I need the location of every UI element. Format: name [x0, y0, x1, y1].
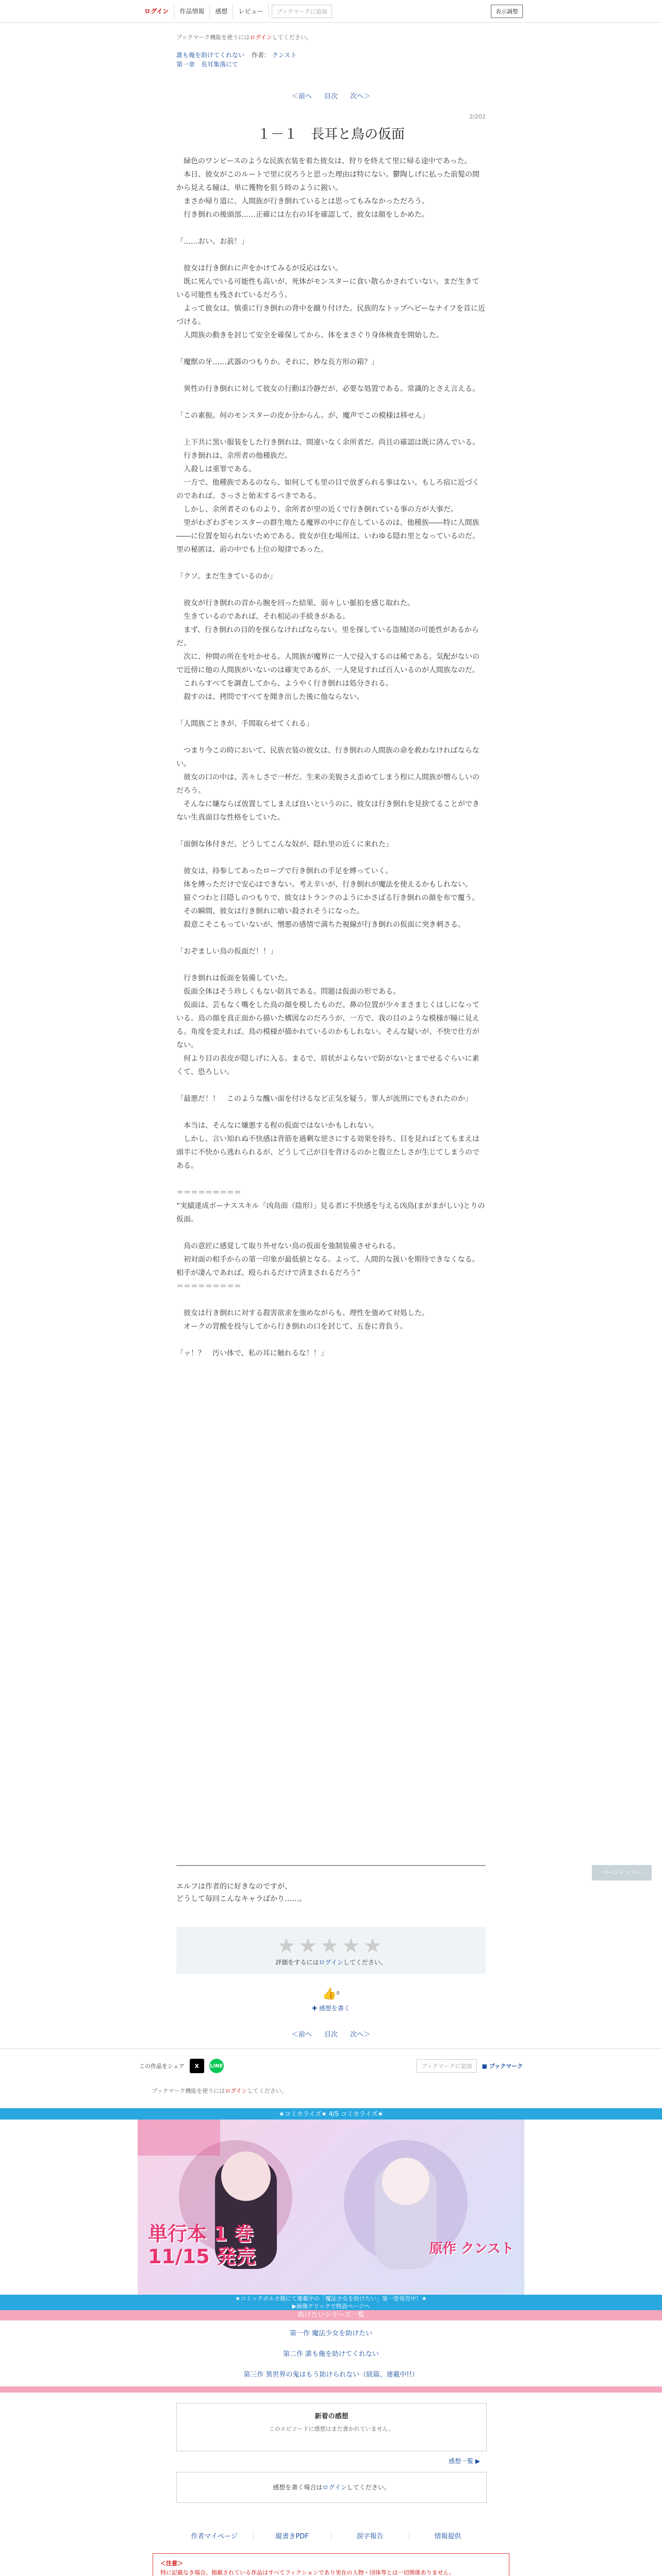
- rating-box: [176, 1927, 486, 1974]
- prev-link[interactable]: ＜前へ: [291, 93, 312, 100]
- paragraph: 異性の行き倒れに対して彼女の行動は冷静だが、必要な処置である。常識的とさえ言える。: [176, 385, 479, 393]
- rating-stars[interactable]: ★★★★★: [277, 1934, 385, 1958]
- bookmark-notice-bottom: [152, 2087, 287, 2095]
- paragraph: 緑色のワンピースのような民族衣装を着た彼女は、狩りを終えて里に帰る途中であった。 本日、彼女がこのルートで里に戻ろうと思った理由は特にない。鬱陶しげに払った前髪の間から見える瞳は、単に獲物を狙う時のように鋭い。 まさか帰り道に、人間族が行き倒れているとは思ってもみなかっただろう。 行き倒れの後頭部……正確には左右の耳を確認して、彼女は顔をしかめた。: [176, 157, 479, 219]
- author-link[interactable]: クンスト: [272, 52, 297, 59]
- next-link[interactable]: 次へ＞: [350, 2031, 371, 2039]
- notice2-pre: ブックマーク機能を使うには: [152, 2088, 225, 2094]
- review-list-link[interactable]: 感想一覧 ▶: [449, 2458, 481, 2465]
- vertical-pdf-link[interactable]: 縦書きPDF: [254, 2531, 332, 2540]
- caution-line: 特に記載なき場合、掲載されている作品はすべてフィクションであり実在の人物・団体等とは一切関係ありません。: [160, 2569, 455, 2576]
- login-box-link[interactable]: ログイン: [322, 2484, 347, 2491]
- page-top-button[interactable]: ページトップへ: [592, 1865, 652, 1880]
- paragraph: 「人間族ごときが、手間取らせてくれる」: [176, 720, 313, 728]
- banner-caption-1: ★コミックポルカ様にて連載中の「魔法少女を助けたい」第一巻発売中！★: [235, 2295, 427, 2302]
- paragraph: ＝＝＝＝＝＝＝＝＝ “実績達成ボーナススキル「凶鳥面（陰形）」見る者に不快感を与える凶鳥(まがまがしい)とりの仮面。 鳥の意匠に感覚して取り外せない鳥の仮面を強制装備させられる。 初対面の相手からの第一印象が最低値となる。よって、人間的な扱いを期待できなくなる。相手が凄んであれば、殴られるだけで済まされるだろう” ＝＝＝＝＝＝＝＝＝: [176, 1189, 485, 1291]
- new-reviews-empty: このエピソードに感想はまだ書かれていません。: [269, 2426, 394, 2432]
- chapter-name: 第一章 長耳集落にて: [176, 61, 239, 68]
- x-share-icon[interactable]: X: [190, 2059, 204, 2073]
- banner-author-credit: 原作 クンスト: [429, 2241, 514, 2257]
- paragraph: 彼女は行き倒れに声をかけてみるが反応はない。 既に死んでいる可能性も高いが、死体がモンスターに食い散らかされていない。まだ生きている可能性も残されているだろう。 よって彼女は、慎重に行き倒れの背中を蹴り付けた。民族的なトップヘビーなナイフを首に近づける。 人間族の動きを封じて安全を確保してから、体をまさぐり身体検査を開始した。: [176, 264, 486, 340]
- paragraph: 彼女が行き倒れの首から腕を回った結果、弱々しい脈拍を感じ取れた。 生きているのであれば、それ相応の手続きがある。 まず、行き倒れの目的を探らなければならない。里を探している盗賊団の可能性があるからだ。 次に、仲間の所在を吐かせる。人間族が魔界に一人で侵入するのは稀である。気配がないので近傍に他の人間族がいないのは確実であるが、一人発見すれば百人いるのが人間族なのだ。 これらすべてを調査してから、ようやく行き倒れは処分される。 殺すのは、拷問ですべてを聞き出した後に他ならない。: [176, 599, 479, 701]
- novel-body: [176, 155, 486, 1860]
- thumbs-up-icon[interactable]: 👍: [322, 1988, 337, 2001]
- info-provide-link[interactable]: 情報提供: [434, 2533, 461, 2540]
- paragraph: 「魔獣の牙……武器のつもりか。それに、妙な長方形の箱？」: [176, 358, 378, 366]
- display-settings-button[interactable]: 表示調整: [491, 5, 523, 18]
- typo-report-link[interactable]: 誤字報告: [332, 2531, 409, 2540]
- afterword-divider: [176, 1865, 486, 1866]
- banner-illustration: [138, 2120, 524, 2295]
- paragraph: つまり今この時において、民族衣装の彼女は、行き倒れの人間族の命を救わなければならない。 彼女の口の中は、苦々しさで一杯だ。生来の美貌さえ歪めてしまう程に人間族が憎らしいのだろう。 そんなに嫌ならば放置してしまえば良いというのに、彼女は行き倒れを見捨てることができない生真面目な性格をしていた。: [176, 747, 479, 822]
- rating-login-link[interactable]: ログイン: [319, 1959, 343, 1966]
- author-mypage-link[interactable]: 作者マイページ: [176, 2531, 254, 2540]
- series-title-link[interactable]: 誰も俺を助けてくれない: [176, 52, 245, 59]
- next-link[interactable]: 次へ＞: [350, 93, 371, 100]
- chapter-title: １－１ 長耳と鳥の仮面: [257, 127, 405, 142]
- login-box-pre: 感想を書く場合は: [273, 2484, 323, 2491]
- reaction: 👍$^8$ ✚ 感想を書く: [312, 1988, 350, 2012]
- episode-counter: 2/202: [469, 113, 486, 120]
- afterword-line: どうして毎回こんなキャラばかり……。: [176, 1895, 306, 1903]
- paragraph: 本当は、そんなに嫌悪する程の仮面ではないかもしれない。 しかし、言い知れぬ不快感は背筋を過剰な逆さにする効果を持ち、目を見ればとてもまえは頭半に不快から逃れられるが、どうして己が目を背けるのかと腹立たしさが生じてしまうのである。: [176, 1122, 479, 1170]
- release-date-text: 単行本 1 巻 11/15 発売: [148, 2223, 256, 2268]
- notice-post: してください。: [272, 34, 312, 41]
- bookmark-button-disabled[interactable]: ブックマークに追加: [272, 5, 332, 18]
- pink-divider: [0, 2386, 662, 2393]
- nav-work-info[interactable]: 作品情報: [174, 4, 210, 19]
- bookmark-link[interactable]: ブックマーク: [489, 2063, 523, 2070]
- share-bar: この作品をシェア X LINE ブックマークに追加 ■ ブックマーク: [139, 2059, 523, 2073]
- paragraph: 「ッ！？ 汚い体で、私の耳に触れるな！！」: [176, 1349, 328, 1358]
- author-label: 作者：: [251, 52, 270, 59]
- notice-login-link[interactable]: ログイン: [250, 34, 272, 41]
- share-label: この作品をシェア: [139, 2063, 185, 2070]
- write-impression-link[interactable]: 感想を書く: [319, 2005, 350, 2012]
- line-share-icon[interactable]: LINE: [209, 2059, 224, 2073]
- paragraph: 「……おい。お前！」: [176, 238, 249, 246]
- paragraph: 「面倒な体付きだ。どうしてこんな奴が、隠れ里の近くに来れた」: [176, 840, 393, 849]
- banner-caption-2[interactable]: ▶画像クリックで特設ページへ: [292, 2303, 370, 2310]
- rating-pre: 評価をするには: [275, 1959, 319, 1966]
- paragraph: 「おぞましい鳥の仮面だ！！」: [176, 947, 277, 956]
- afterword-line: エルフは作者的に好きなのですが、: [176, 1883, 292, 1891]
- afterword: [176, 1880, 486, 1905]
- top-navbar: [0, 0, 662, 23]
- caution-title: ＜注意＞: [160, 2560, 183, 2567]
- login-link[interactable]: ログイン: [139, 4, 174, 19]
- paragraph: 「この素振。何のモンスターの皮か分からん。が、魔声でこの模様は移せん」: [176, 412, 429, 420]
- paragraph: 彼女は、持参してあったロープで行き倒れの手足を縛っていく。 体を縛っただけで安心はできない。考え辛いが、行き倒れが魔法を使えるかもしれない。 猿ぐつわと目隠しのつもりで、彼女はトランクのようにかさばる行き倒れの顔を布で覆う。 その瞬間、彼女は行き倒れに喰い殺されそうになった。 殺意こそこもっていないが、憎悪の感情で満ちた視線が行き倒れの仮面に突き刺さる。: [183, 867, 479, 929]
- comic-banner-image[interactable]: [138, 2120, 524, 2295]
- caution-box: [153, 2553, 509, 2576]
- series-item-3[interactable]: 第三作 異世界の鬼はもう助けられない（続篇、連載中!!）: [243, 2371, 419, 2379]
- rating-post: してください。: [343, 1959, 387, 1966]
- reaction-count: 8: [336, 1990, 340, 1996]
- top-nav: [139, 4, 269, 19]
- toc-link[interactable]: 目次: [324, 93, 338, 100]
- footer-links: [0, 2531, 662, 2540]
- new-reviews-title: 新着の感想: [315, 2413, 349, 2420]
- bookmark-notice: [176, 33, 486, 41]
- series-item-1[interactable]: 第一作 魔法少女を助けたい: [289, 2330, 373, 2337]
- paragraph: 彼女は行き倒れに対する殺害欲求を強めながらも、理性を強めて対処した。 オークの胃酸を投与してから行き倒れの口を封じて、五巻に背負う。: [183, 1309, 429, 1331]
- series-list: [0, 2324, 662, 2385]
- pager-bottom: [176, 2029, 486, 2039]
- comicalize-banner-header: ★コミカライズ★ 4/5 コミカライズ★: [0, 2108, 662, 2120]
- paragraph: 上下共に黒い服装をした行き倒れは、間違いなく余所者だ。尚且の確認は既に済んでいる。 行き倒れは、余所者の他種族だ。 人殺しは重罪である。 一方で、他種族であるのなら、如何しても里の目で放ぎられる事はない。もしろ宿に近づくのであれば、さっさと始末するべきである。 しかし、余所者そのものより、余所者が里の近くで行き倒れている事の方が大事だ。 里がわざわざモンスターの群生地たる魔界の中に存在しているのは、他種族――特に人間族――に位置を知られないためである。彼女が住む場所は、いわゆる隠れ里となっているのだ。里の秘匿は、前の中でも上位の規律であった。: [176, 438, 479, 554]
- notice-pre: ブックマーク機能を使うには: [176, 34, 250, 41]
- paragraph: 「クソ。まだ生きているのか」: [176, 572, 277, 581]
- nav-review[interactable]: レビュー: [233, 4, 269, 19]
- toc-link[interactable]: 目次: [324, 2031, 338, 2039]
- prev-link[interactable]: ＜前へ: [291, 2031, 312, 2039]
- series-info: [176, 50, 486, 69]
- series-list-header: 助けたいシリーズ一覧: [0, 2310, 662, 2320]
- paragraph: 行き倒れは仮面を装備していた。 仮面全体はそう珍しくもない防具である。問題は仮面の形である。 仮面は、芸もなく嘴をした鳥の顔を模したものだ。鼻の位置が少々まさまじくはしになっている。鳥の顔を真正面から描いた構図なのだろうが、一方で、我の目のような模様が瞳に見える。角度を変えれば、鳥の模様が描かれているのかもしれない。そんな疑いが、不快で仕方がない。 何より目の表皮が隠しげに入る。まるで、眉状がよらないで防がないとまでせるぐらいに素くて、恐ろしい。: [176, 974, 479, 1076]
- login-box-post: してください。: [346, 2484, 390, 2491]
- new-reviews-box: [176, 2403, 487, 2451]
- nav-impressions[interactable]: 感想: [210, 4, 233, 19]
- series-item-2[interactable]: 第二作 誰も俺を助けてくれない: [283, 2350, 379, 2358]
- banner-caption: [0, 2295, 662, 2310]
- paragraph: 「最悪だ！！ このような醜い面を付けるなど正気を疑う。罪人が流刑にでもされたのか」: [176, 1095, 472, 1103]
- bookmark-add-disabled[interactable]: ブックマークに追加: [417, 2059, 476, 2073]
- notice2-post: してください。: [247, 2088, 287, 2094]
- impression-login-box: [176, 2472, 487, 2503]
- pager-top: [176, 91, 486, 100]
- notice2-login-link[interactable]: ログイン: [225, 2088, 247, 2094]
- divider: [0, 2048, 662, 2049]
